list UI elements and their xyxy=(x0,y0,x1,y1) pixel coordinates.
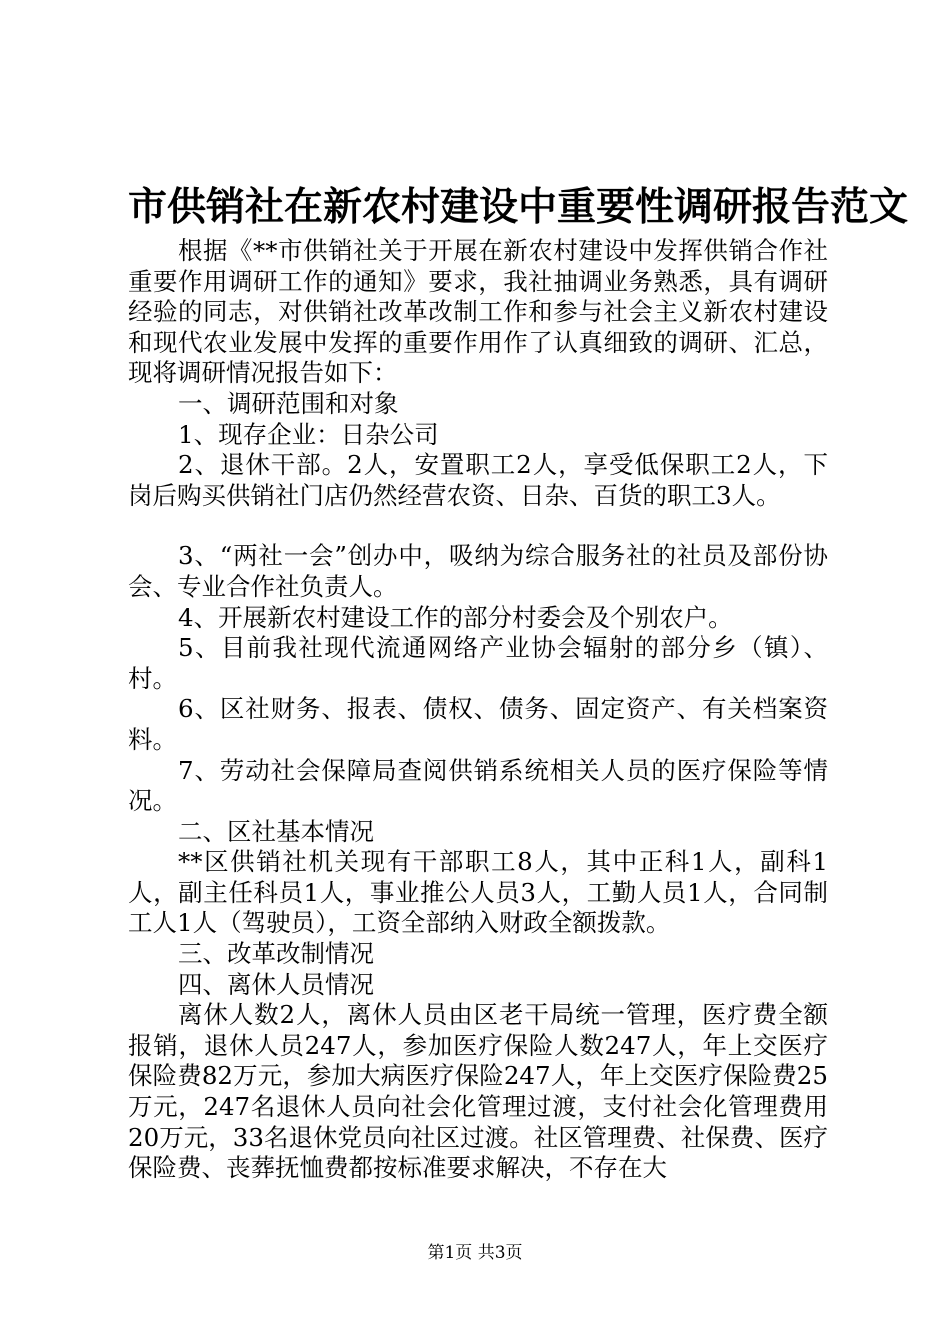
document-body xyxy=(128,236,828,1184)
paragraph-retired: 离休人数2人，离休人员由区老干局统一管理，医疗费全额报销，退休人员247人，参加医疗保险人数247人，年上交医疗保险费82万元，参加大病医疗保险247人，年上交医疗保险费25万元，247名退休人员向社会化管理过渡，支付社会化管理费用20万元，33名退休党员向社区过渡。社区管理费、社保费、医疗保险费、丧葬抚恤费都按标准要求解决，不存在大 xyxy=(128,1000,828,1183)
list-item-3: 3、“两社一会”创办中，吸纳为综合服务社的社员及部份协会、专业合作社负责人。 xyxy=(128,541,828,601)
section-heading-basic: 二、区社基本情况 xyxy=(178,816,374,846)
paragraph-intro: 根据《**市供销社关于开展在新农村建设中发挥供销合作社重要作用调研工作的通知》要求，我社抽调业务熟悉，具有调研经验的同志，对供销社改革改制工作和参与社会主义新农村建设和现代农业发展中发挥的重要作用作了认真细致的调研、汇总，现将调研情况报告如下： xyxy=(128,236,828,388)
list-item-1: 1、现存企业：日杂公司 xyxy=(178,419,439,449)
list-item-2: 2、退休干部。2人，安置职工2人，享受低保职工2人，下岗后购买供销社门店仍然经营农资、日杂、百货的职工3人。 xyxy=(128,450,828,510)
section-heading-scope: 一、调研范围和对象 xyxy=(178,388,399,418)
document-title: 市供销社在新农村建设中重要性调研报告范文 xyxy=(128,184,909,230)
section-heading-retired: 四、离休人员情况 xyxy=(178,969,374,999)
list-item-7: 7、劳动社会保障局查阅供销系统相关人员的医疗保险等情况。 xyxy=(128,755,828,816)
list-item-4: 4、开展新农村建设工作的部分村委会及个别农户。 xyxy=(178,602,733,632)
list-item-6: 6、区社财务、报表、债权、债务、固定资产、有关档案资料。 xyxy=(128,694,828,754)
page-footer: 第1页 共3页 xyxy=(427,1243,523,1263)
section-heading-reform: 三、改革改制情况 xyxy=(178,939,374,969)
paragraph-basic: **区供销社机关现有干部职工8人，其中正科1人，副科1人，副主任科员1人，事业推公人员3人，工勤人员1人，合同制工人1人（驾驶员），工资全部纳入财政全额拨款。 xyxy=(128,847,828,938)
list-item-5: 5、目前我社现代流通网络产业协会辐射的部分乡（镇）、村。 xyxy=(128,633,828,693)
